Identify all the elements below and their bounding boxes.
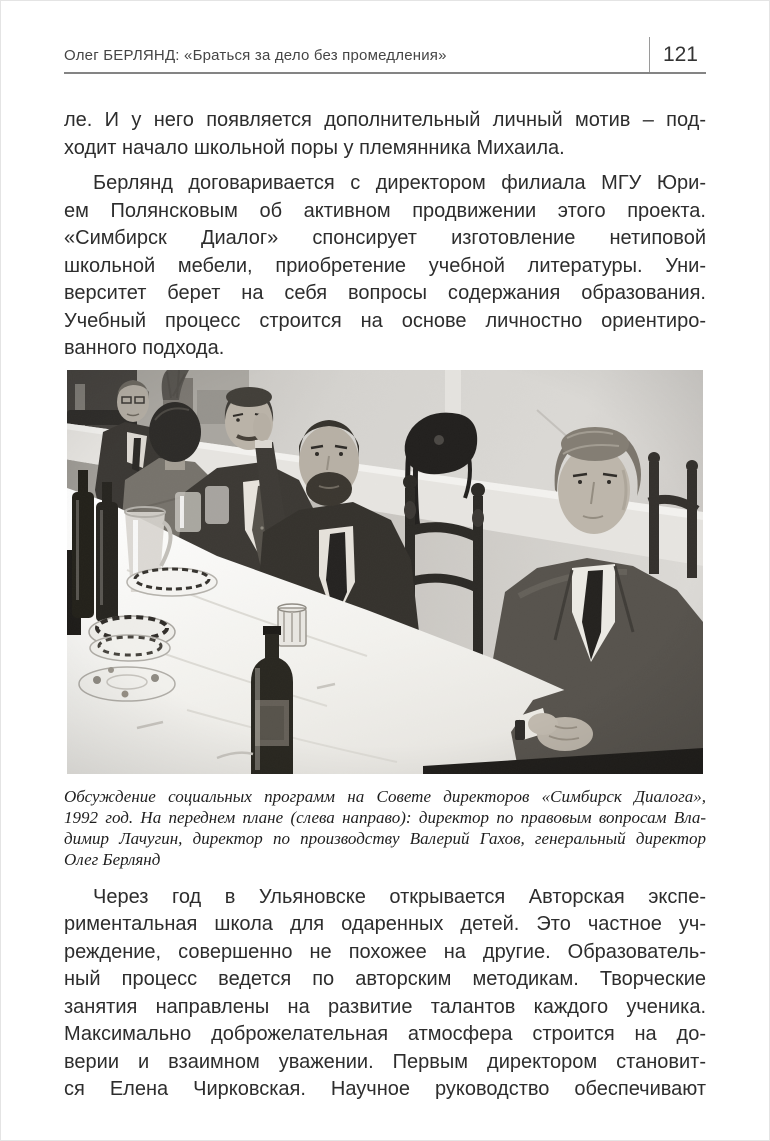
body-text-top <box>64 107 706 363</box>
page-content <box>64 0 706 1104</box>
text-line: ем Полянсковым об активном продвижении этого проекта. <box>64 199 706 222</box>
text-line: Берлянд договаривается с директором филиала МГУ Юри- <box>93 172 706 194</box>
paragraph <box>64 884 706 1104</box>
text-line: Олег Берлянд <box>64 849 161 869</box>
text-line: Обсуждение социальных программ на Совете директоров «Симбирск Диалога», <box>64 786 706 806</box>
text-line: ся Елена Чирковская. Научное руководство обеспечивают <box>64 1078 706 1100</box>
text-line: Через год в Ульяновске открывается Авторская экспе- <box>93 885 706 908</box>
text-line: школьной мебели, приобретение учебной литературы. Уни- <box>64 254 706 277</box>
text-line: Учебный процесс строится на основе личностно ориентиро- <box>64 309 706 332</box>
paragraph <box>64 786 706 870</box>
paragraph <box>64 107 706 162</box>
text-line: верситет берет на себя вопросы содержания образования. <box>64 282 706 304</box>
text-line: верии и взаимном уважении. Первым директором становит- <box>64 1050 706 1073</box>
running-title: Олег БЕРЛЯНД: «Браться за дело без промедления» <box>64 47 447 64</box>
text-line: ле. И у него появляется дополнительный личный мотив – под- <box>64 109 706 131</box>
text-line: Максимально доброжелательная атмосфера строится на до- <box>64 1023 706 1045</box>
photo <box>67 370 703 774</box>
text-line: 1992 год. На переднем плане (слева направо): директор по правовым вопросам Вла- <box>64 807 706 827</box>
text-line: занятия направлены на развитие талантов каждого ученика. <box>64 995 706 1018</box>
text-line: ходит начало школьной поры у племянника Михаила. <box>64 136 565 159</box>
photo-caption <box>64 786 706 870</box>
text-line: риментальная школа для одаренных детей. Это частное уч- <box>64 913 706 935</box>
text-line: ванного подхода. <box>64 337 225 359</box>
text-line: димир Лачугин, директор по производству Валерий Гахов, генеральный директор <box>64 828 706 848</box>
text-line: «Симбирск Диалог» спонсирует изготовление нетиповой <box>64 227 706 249</box>
paragraph <box>64 170 706 363</box>
header-rule <box>64 72 706 74</box>
page-number: 121 <box>649 37 706 72</box>
page-header <box>64 0 706 72</box>
text-line: ный процесс ведется по авторским методикам. Творческие <box>64 968 706 990</box>
vignette <box>67 370 703 774</box>
body-text-bottom <box>64 884 706 1104</box>
meeting-photo-illustration <box>67 370 703 774</box>
text-line: реждение, совершенно не похожее на другие. Образователь- <box>64 940 706 963</box>
